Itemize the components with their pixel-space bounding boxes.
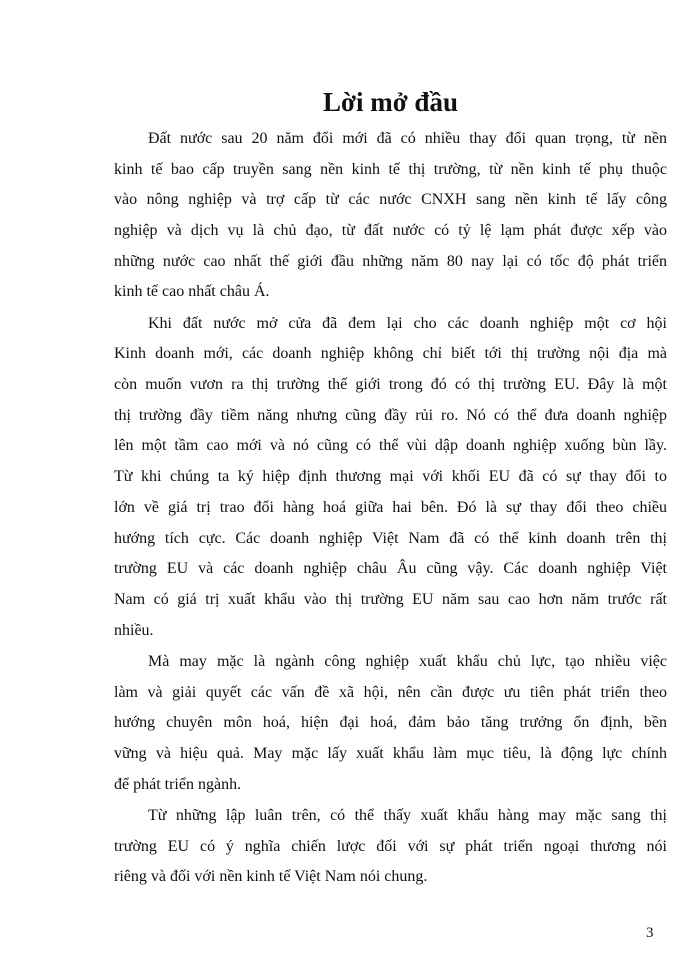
paragraph: [114, 309, 667, 647]
text-line: Từ những lập luân trên, có thể thấy xuất khẩu hàng may mặc sang thị: [148, 806, 667, 824]
text-line: Khi đất nước mở cửa đã đem lại cho các doanh nghiệp một cơ hội: [148, 314, 667, 332]
text-line: thị trường đầy tiềm năng nhưng cũng đầy rủi ro. Nó có thể đưa doanh nghiệp: [114, 406, 667, 424]
text-line: nhiều.: [114, 621, 154, 639]
page-title: Lời mở đầu: [323, 87, 458, 117]
text-line: trường EU có ý nghĩa chiến lược đối với sự phát triển ngoại thương nói: [114, 837, 667, 855]
text-line: Đất nước sau 20 năm đổi mới đã có nhiều thay đổi quan trọng, từ nền: [148, 130, 667, 147]
text-line: kinh tế cao nhất châu Á.: [114, 283, 270, 301]
text-line: Nam có giá trị xuất khẩu vào thị trường EU năm sau cao hơn năm trước rất: [114, 590, 667, 608]
text-line: còn muốn vươn ra thị trường thế giới trong đó có thị trường EU. Đây là một: [114, 376, 667, 394]
text-line: riêng và đối với nền kinh tế Việt Nam nói chung.: [114, 868, 428, 886]
text-line: vững và hiệu quả. May mặc lấy xuất khẩu làm mục tiêu, là động lực chính: [114, 744, 667, 762]
text-line: kinh tế bao cấp truyền sang nền kinh tế thị trường, từ nền kinh tế phụ thuộc: [114, 160, 667, 178]
paragraph: [114, 801, 667, 893]
text-line: hướng tích cực. Các doanh nghiệp Việt Nam đã có thể kinh doanh trên thị: [114, 529, 667, 547]
text-line: lớn về giá trị trao đổi hàng hoá giữa hai bên. Đó là sự thay đổi theo chiều: [114, 498, 667, 516]
text-line: những nước cao nhất thế giới đầu những năm 80 nay lại có tốc độ phát triển: [114, 252, 667, 270]
text-line: hướng chuyên môn hoá, hiện đại hoá, đảm bảo tăng trưởng ổn định, bền: [114, 714, 667, 732]
text-line: làm và giải quyết các vấn đề xã hội, nên cần được ưu tiên phát triển theo: [114, 683, 667, 701]
page-number: 3: [646, 925, 654, 941]
paragraph: [114, 647, 667, 800]
document-body: [114, 124, 667, 894]
text-line: Mà may mặc là ngành công nghiệp xuất khẩu chủ lực, tạo nhiều việc: [148, 652, 667, 670]
text-line: lên một tầm cao mới và nó cũng có thể vùi dập doanh nghiệp xuống bùn lầy.: [114, 437, 667, 455]
text-line: trường EU và các doanh nghiệp châu Âu cũng vậy. Các doanh nghiệp Việt: [114, 560, 667, 578]
text-line: nghiệp và dịch vụ là chủ đạo, từ đất nước có tỷ lệ lạm phát được xếp vào: [114, 222, 667, 240]
text-line: Kinh doanh mới, các doanh nghiệp không chỉ biết tới thị trường nội địa mà: [114, 345, 667, 363]
text-line: vào nông nghiệp và trợ cấp từ các nước CNXH sang nền kinh tế lấy công: [114, 191, 667, 209]
text-line: để phát triển ngành.: [114, 775, 242, 793]
paragraph: [114, 124, 667, 308]
text-line: Từ khi chúng ta ký hiệp định thương mại với khối EU đã có sự thay đổi to: [114, 468, 667, 486]
